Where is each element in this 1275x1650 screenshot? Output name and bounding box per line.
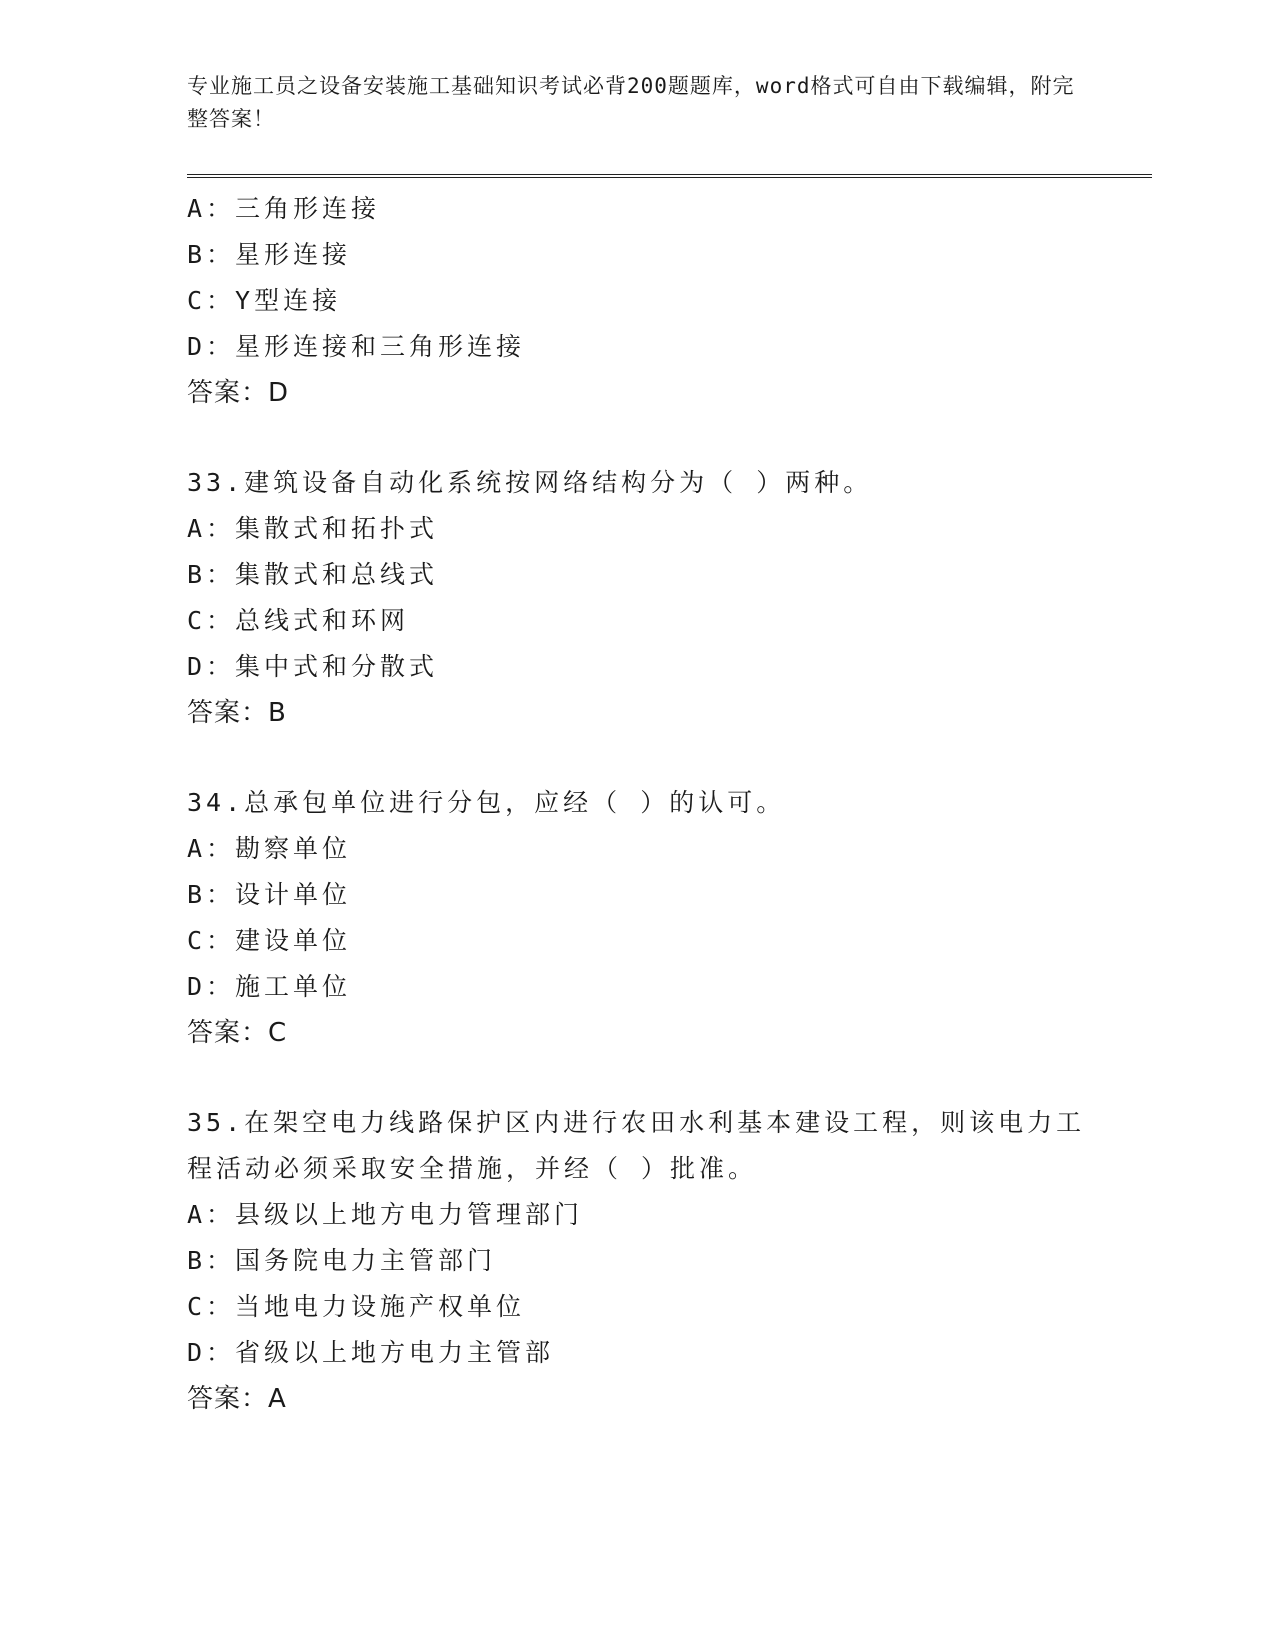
option-b: B：设计单位 (187, 880, 352, 909)
option-d: D：省级以上地方电力主管部 (187, 1338, 555, 1367)
option-d: D：施工单位 (187, 972, 352, 1001)
question-stem: 35.在架空电力线路保护区内进行农田水利基本建设工程，则该电力工程活动必须采取安全措施，并经（ ）批准。 (187, 1108, 1086, 1183)
option-d: D：星形连接和三角形连接 (187, 332, 526, 361)
question-34 (187, 780, 1152, 1056)
question-stem: 34.总承包单位进行分包，应经（ ）的认可。 (187, 788, 786, 817)
question-list (187, 186, 1152, 1422)
question-33 (187, 460, 1152, 736)
option-d: D：集中式和分散式 (187, 652, 439, 681)
answer: 答案：D (187, 378, 290, 408)
option-b: B：国务院电力主管部门 (187, 1246, 497, 1275)
option-a: A：县级以上地方电力管理部门 (187, 1200, 584, 1229)
option-b: B：集散式和总线式 (187, 560, 439, 589)
option-b: B：星形连接 (187, 240, 352, 269)
question-35 (187, 1100, 1152, 1422)
option-a: A：集散式和拓扑式 (187, 514, 439, 543)
header-divider (187, 174, 1152, 178)
document-header: 专业施工员之设备安装施工基础知识考试必背200题题库，word格式可自由下载编辑，附完整答案！ (187, 74, 1075, 131)
question-32-continued (187, 186, 1152, 416)
option-c: C：当地电力设施产权单位 (187, 1292, 526, 1321)
answer: 答案：B (187, 698, 287, 728)
option-a: A：三角形连接 (187, 194, 381, 223)
option-a: A：勘察单位 (187, 834, 352, 863)
option-c: C：建设单位 (187, 926, 352, 955)
document-page (187, 70, 1152, 1422)
answer: 答案：C (187, 1018, 288, 1048)
answer: 答案：A (187, 1384, 287, 1414)
option-c: C：总线式和环网 (187, 606, 410, 635)
option-c: C：Y型连接 (187, 286, 342, 315)
question-stem: 33.建筑设备自动化系统按网络结构分为（ ）两种。 (187, 468, 873, 497)
